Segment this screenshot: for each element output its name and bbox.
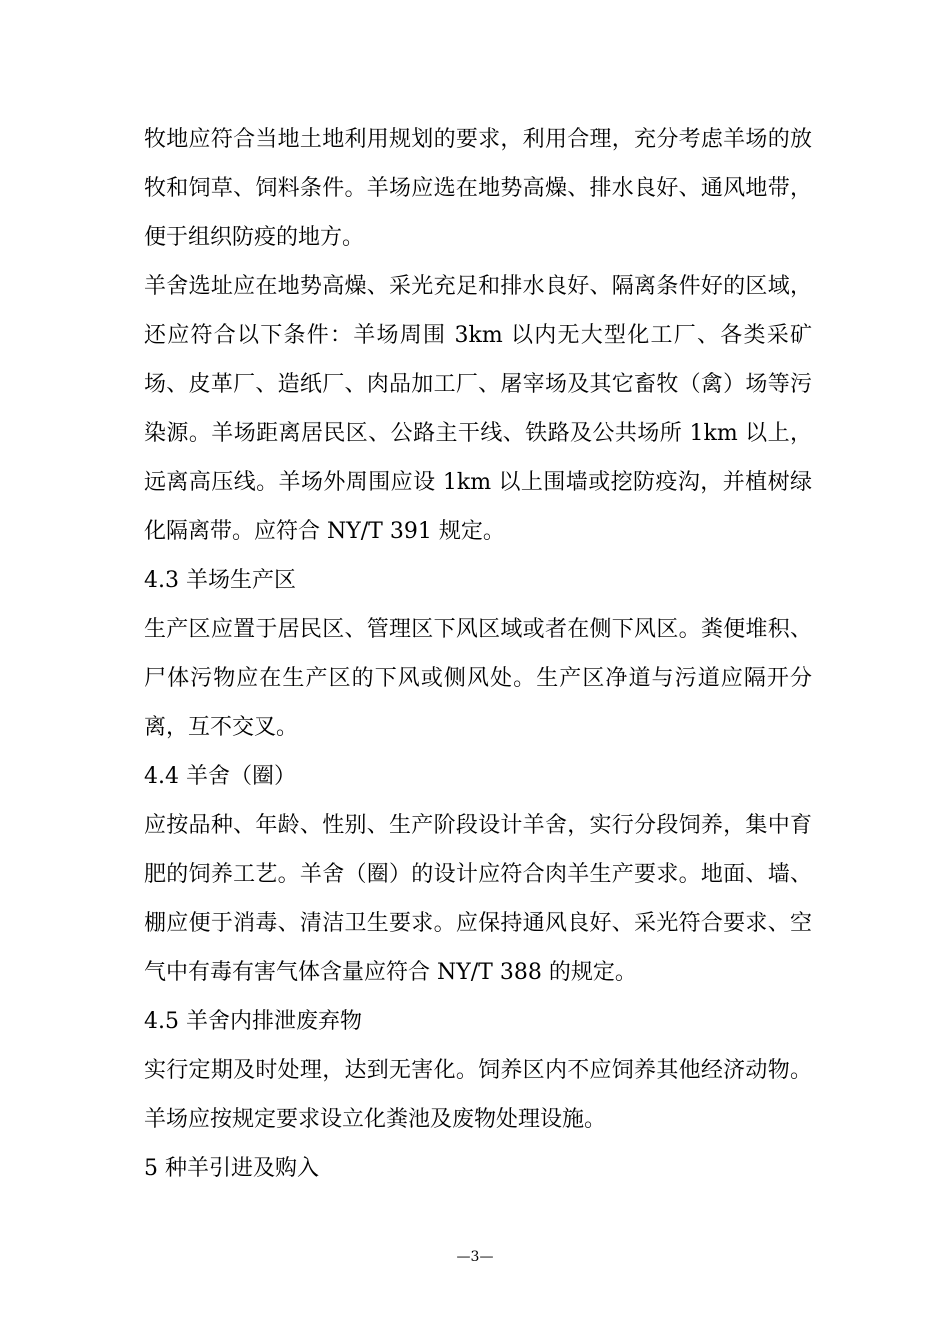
paragraph-site-selection: 牧地应符合当地土地利用规划的要求，利用合理，充分考虑羊场的放牧和饲草、饲料条件。羊场应选在地势高燥、排水良好、通风地带，便于组织防疫的地方。 bbox=[144, 127, 812, 250]
section-body-4-3: 生产区应置于居民区、管理区下风区域或者在侧下风区。粪便堆积、尸体污物应在生产区的下风或侧风处。生产区净道与污道应隔开分离，互不交叉。 bbox=[144, 617, 812, 740]
section-body-4-5: 实行定期及时处理，达到无害化。饲养区内不应饲养其他经济动物。羊场应按规定要求设立化粪池及废物处理设施。 bbox=[144, 1058, 812, 1132]
page-content bbox=[144, 115, 812, 1193]
section-heading-5: 5 种羊引进及购入 bbox=[144, 1156, 319, 1181]
page-number: —3— bbox=[456, 1249, 494, 1265]
section-heading-4-3: 4.3 羊场生产区 bbox=[144, 568, 296, 593]
section-heading-4-4: 4.4 羊舍（圈） bbox=[144, 764, 296, 789]
section-heading-4-5: 4.5 羊舍内排泄废弃物 bbox=[144, 1009, 362, 1034]
paragraph-barn-location: 羊舍选址应在地势高燥、采光充足和排水良好、隔离条件好的区域，还应符合以下条件：羊场周围 3km 以内无大型化工厂、各类采矿场、皮革厂、造纸厂、肉品加工厂、屠宰场及其它畜牧（禽）场等污染源。羊场距离居民区、公路主干线、铁路及公共场所 1km 以上，远离高压线。羊场外周围应设 1km 以上围墙或挖防疫沟，并植树绿化隔离带。应符合 NY/T 391 规定。 bbox=[144, 274, 812, 544]
section-body-4-4: 应按品种、年龄、性别、生产阶段设计羊舍，实行分段饲养，集中育肥的饲养工艺。羊舍（圈）的设计应符合肉羊生产要求。地面、墙、棚应便于消毒、清洁卫生要求。应保持通风良好、采光符合要求、空气中有毒有害气体含量应符合 NY/T 388 的规定。 bbox=[144, 813, 812, 985]
